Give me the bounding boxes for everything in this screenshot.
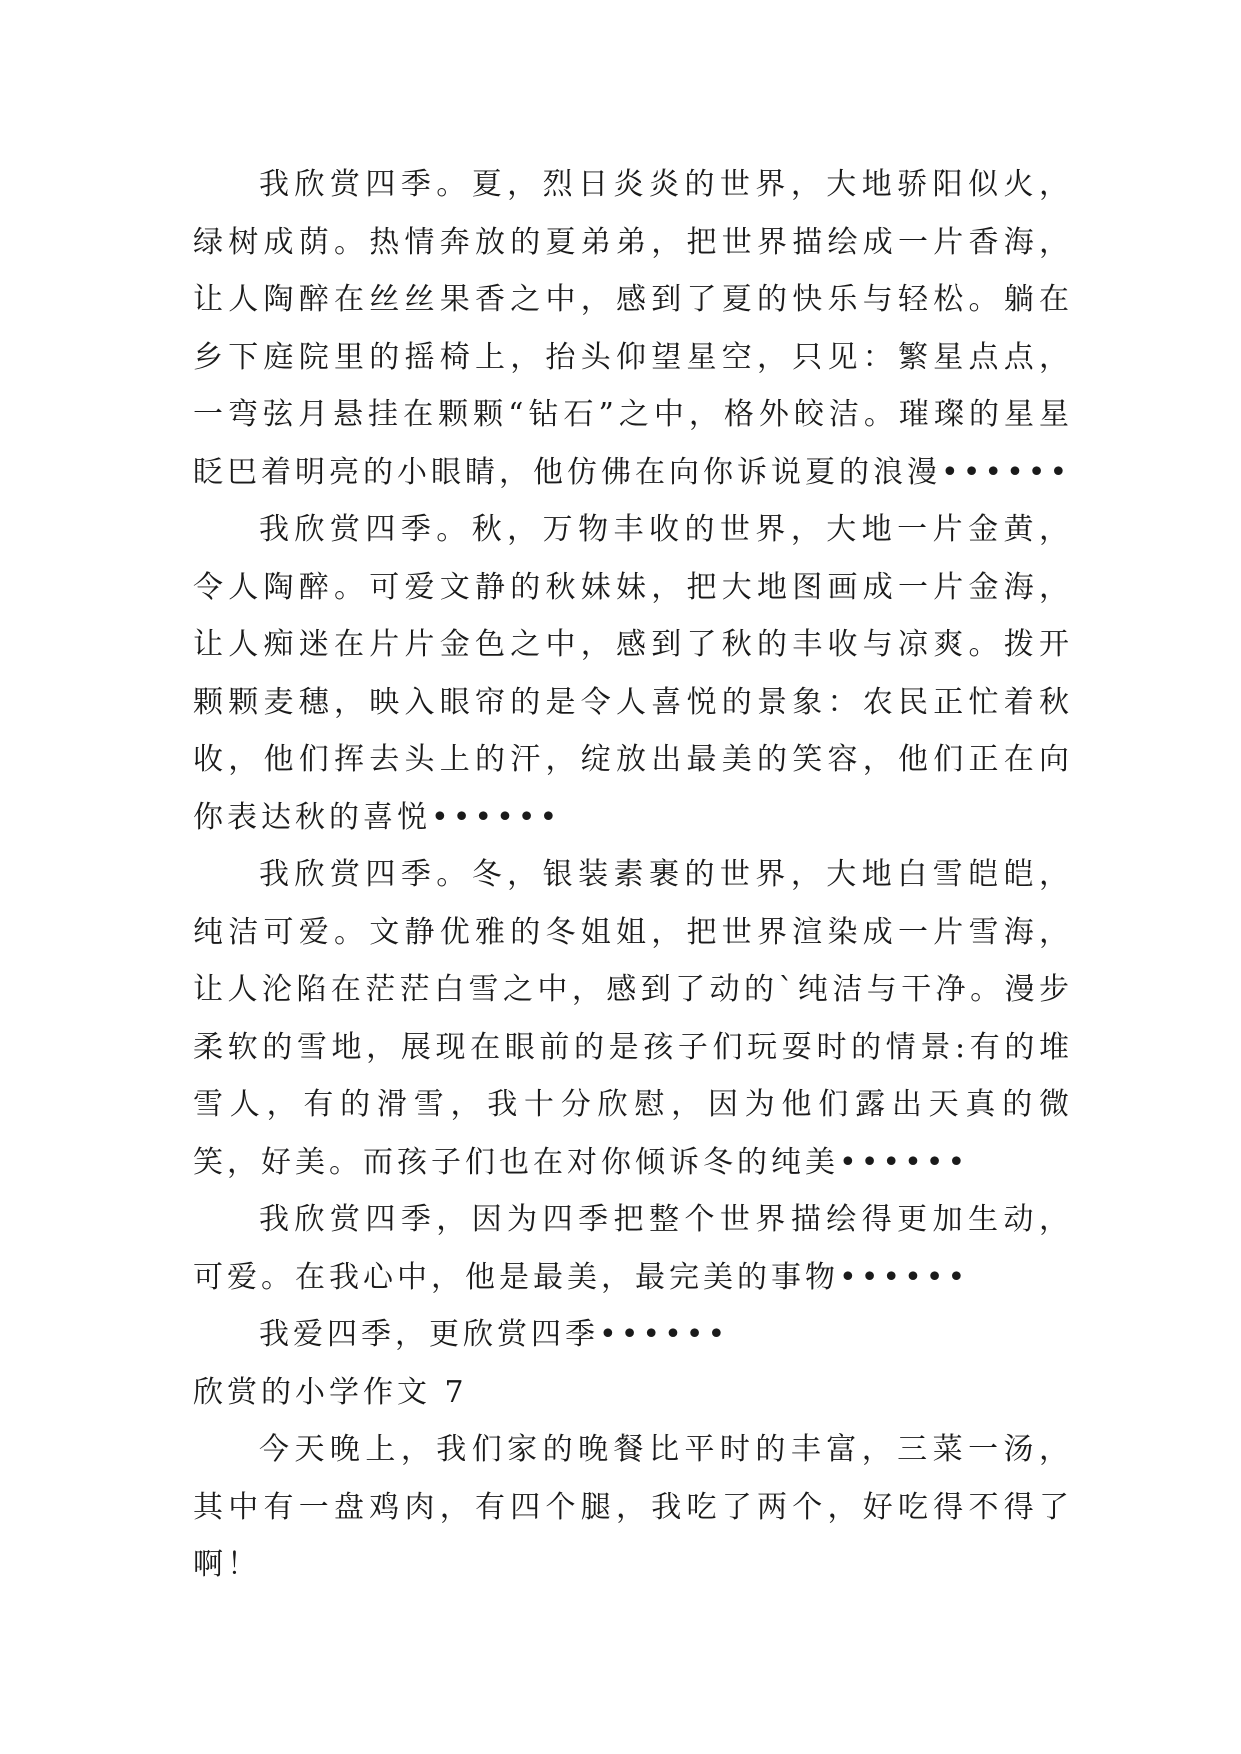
paragraph-closing: 我爱四季，更欣赏四季•••••• [259, 1317, 730, 1352]
document-body [193, 156, 1073, 1594]
paragraph-summer: 我欣赏四季。夏，烈日炎炎的世界，大地骄阳似火，绿树成荫。热情奔放的夏弟弟，把世界描绘成一片香海，让人陶醉在丝丝果香之中，感到了夏的快乐与轻松。躺在乡下庭院里的摇椅上，抬头仰望星空，只见：繁星点点，一弯弦月悬挂在颗颗“钻石”之中，格外皎洁。璀璨的星星眨巴着明亮的小眼睛，他仿佛在向你诉说夏的浪漫•••••• [193, 167, 1073, 490]
paragraph-dinner: 今天晚上，我们家的晚餐比平时的丰富，三菜一汤，其中有一盘鸡肉，有四个腿，我吃了两个，好吃得不得了啊！ [193, 1432, 1073, 1582]
section-heading: 欣赏的小学作文 7 [193, 1374, 468, 1410]
paragraph-autumn: 我欣赏四季。秋，万物丰收的世界，大地一片金黄，令人陶醉。可爱文静的秋妹妹，把大地图画成一片金海，让人痴迷在片片金色之中，感到了秋的丰收与凉爽。拨开颗颗麦穗，映入眼帘的是令人喜悦的景象：农民正忙着秋收，他们挥去头上的汗，绽放出最美的笑容，他们正在向你表达秋的喜悦•••••• [193, 512, 1073, 835]
paragraph-winter: 我欣赏四季。冬，银装素裹的世界，大地白雪皑皑，纯洁可爱。文静优雅的冬姐姐，把世界渲染成一片雪海，让人沦陷在茫茫白雪之中，感到了动的`纯洁与干净。漫步柔软的雪地，展现在眼前的是孩子们玩耍时的情景:有的堆雪人，有的滑雪，我十分欣慰，因为他们露出天真的微笑，好美。而孩子们也在对你倾诉冬的纯美•••••• [193, 857, 1073, 1180]
paragraph-conclusion: 我欣赏四季，因为四季把整个世界描绘得更加生动，可爱。在我心中，他是最美，最完美的事物•••••• [193, 1202, 1073, 1295]
